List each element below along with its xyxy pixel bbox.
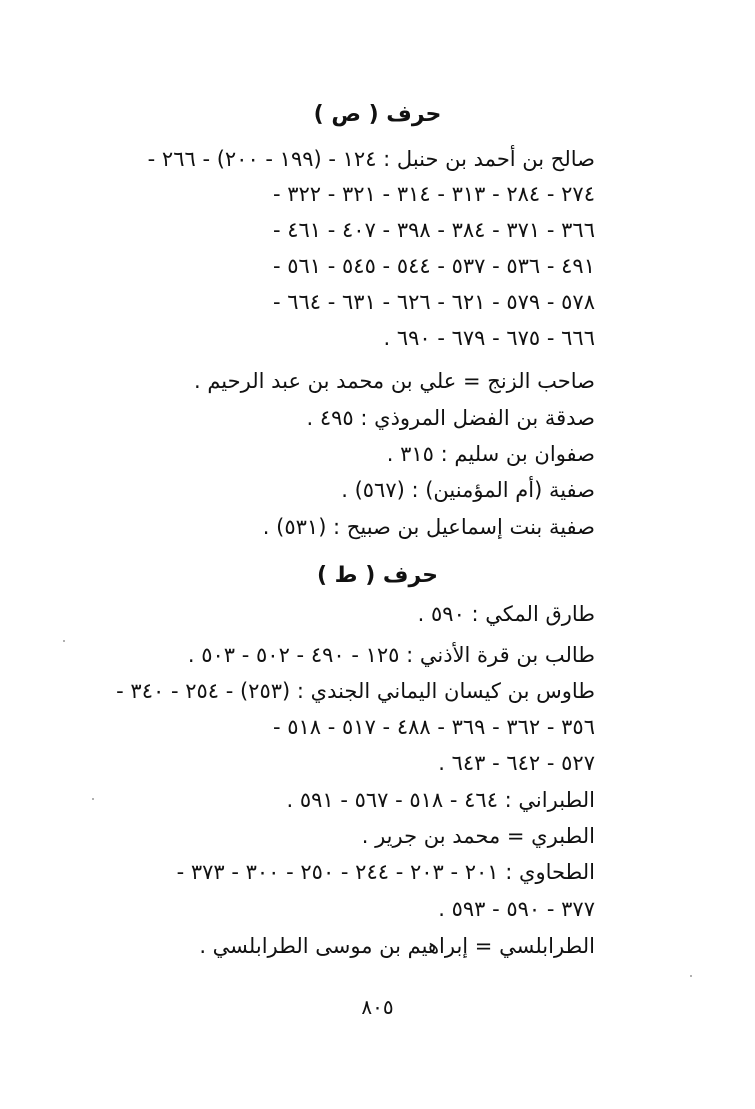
entry-sadaqa: صدقة بن الفضل المروذي : ٤٩٥ . — [306, 406, 595, 430]
entry-continuation-line: ٤٩١ - ٥٣٦ - ٥٣٧ - ٥٤٤ - ٥٤٥ - ٥٦١ - — [272, 254, 595, 278]
scan-speck — [690, 975, 692, 977]
entry-al-tabari: الطبري = محمد بن جرير . — [361, 824, 595, 848]
entry-tariq-al-makki: طارق المكي : ٥٩٠ . — [417, 602, 595, 626]
entry-continuation-line: ٣٧٧ - ٥٩٠ - ٥٩٣ . — [438, 897, 595, 921]
entry-al-tahawi: الطحاوي : ٢٠١ - ٢٠٣ - ٢٤٤ - ٢٥٠ - ٣٠٠ - ٣٧٣ - — [176, 860, 595, 884]
entry-continuation-line: ٣٥٦ - ٣٦٢ - ٣٦٩ - ٤٨٨ - ٥١٧ - ٥١٨ - — [272, 715, 595, 739]
scan-speck — [63, 640, 65, 642]
entry-talib-ibn-qurra: طالب بن قرة الأذني : ١٢٥ - ٤٩٠ - ٥٠٢ - ٥٠٣ . — [187, 643, 595, 667]
entry-salih-ibn-ahmad: صالح بن أحمد بن حنبل : ١٢٤ - (١٩٩ - ٢٠٠) - ٢٦٦ - — [147, 147, 595, 171]
entry-safiyya-bint-ismail: صفية بنت إسماعيل بن صبيح : (٥٣١) . — [262, 515, 595, 539]
section-heading-sad: حرف ( ص ) — [313, 102, 442, 127]
entry-safwan: صفوان بن سليم : ٣١٥ . — [386, 442, 595, 466]
section-heading-ta: حرف ( ط ) — [316, 563, 439, 588]
page-number: ٨٠٥ — [361, 995, 394, 1019]
entry-continuation-line: ٣٦٦ - ٣٧١ - ٣٨٤ - ٣٩٨ - ٤٠٧ - ٤٦١ - — [272, 218, 595, 242]
entry-al-tabarani: الطبراني : ٤٦٤ - ٥١٨ - ٥٦٧ - ٥٩١ . — [286, 788, 595, 812]
entry-continuation-line: ٥٢٧ - ٦٤٢ - ٦٤٣ . — [438, 751, 595, 775]
entry-safiyya-umm-al-muminin: صفية (أم المؤمنين) : (٥٦٧) . — [341, 478, 595, 502]
scan-speck — [92, 798, 94, 800]
entry-continuation-line: ٥٧٨ - ٥٧٩ - ٦٢١ - ٦٢٦ - ٦٣١ - ٦٦٤ - — [272, 290, 595, 314]
entry-sahib-al-zanj: صاحب الزنج = علي بن محمد بن عبد الرحيم . — [193, 369, 595, 393]
entry-continuation-line: ٦٦٦ - ٦٧٥ - ٦٧٩ - ٦٩٠ . — [383, 326, 595, 350]
entry-continuation-line: ٢٧٤ - ٢٨٤ - ٣١٣ - ٣١٤ - ٣٢١ - ٣٢٢ - — [272, 182, 595, 206]
entry-tawus-ibn-kaysan: طاوس بن كيسان اليماني الجندي : (٢٥٣) - ٢٥٤ - ٣٤٠ - — [116, 679, 595, 703]
entry-al-tarabulsi: الطرابلسي = إبراهيم بن موسى الطرابلسي . — [199, 934, 595, 958]
